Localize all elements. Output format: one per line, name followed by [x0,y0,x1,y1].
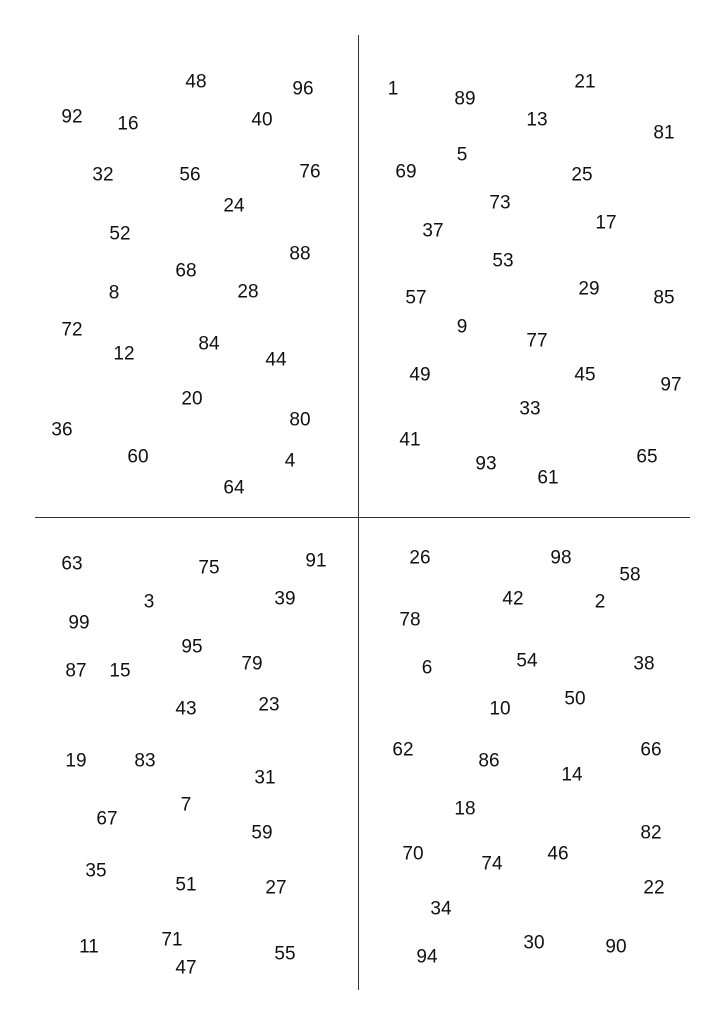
number-label: 72 [61,319,83,341]
number-label: 75 [198,557,220,579]
number-label: 79 [241,653,263,675]
number-label: 74 [481,853,503,875]
number-label: 91 [305,550,327,572]
number-label: 5 [456,144,468,166]
number-label: 99 [68,612,90,634]
number-label: 8 [108,282,120,304]
number-label: 38 [633,653,655,675]
number-label: 36 [51,419,73,441]
number-label: 33 [519,398,541,420]
number-label: 21 [574,71,596,93]
number-label: 61 [537,467,559,489]
number-label: 44 [265,349,287,371]
number-label: 67 [96,808,118,830]
number-label: 52 [109,223,131,245]
number-label: 42 [502,588,524,610]
number-label: 10 [489,698,511,720]
number-label: 92 [61,106,83,128]
number-label: 1 [387,78,399,100]
number-label: 58 [619,564,641,586]
number-label: 94 [416,946,438,968]
number-label: 98 [550,547,572,569]
number-label: 16 [117,113,139,135]
number-label: 22 [643,877,665,899]
number-label: 95 [181,636,203,658]
number-label: 47 [175,957,197,979]
number-label: 7 [180,794,192,816]
number-label: 17 [595,212,617,234]
number-label: 31 [254,767,276,789]
number-label: 37 [422,220,444,242]
number-label: 93 [475,453,497,475]
number-label: 4 [284,450,296,472]
number-label: 85 [653,287,675,309]
number-label: 35 [85,860,107,882]
number-label: 64 [223,477,245,499]
number-label: 29 [578,278,600,300]
number-label: 18 [454,798,476,820]
number-label: 60 [127,446,149,468]
number-label: 57 [405,287,427,309]
number-label: 46 [547,843,569,865]
number-label: 77 [526,330,548,352]
number-label: 69 [395,161,417,183]
number-label: 84 [198,333,220,355]
number-label: 97 [660,374,682,396]
number-label: 3 [143,591,155,613]
number-label: 81 [653,122,675,144]
number-label: 82 [640,822,662,844]
number-label: 71 [161,929,183,951]
number-label: 27 [265,877,287,899]
number-label: 63 [61,553,83,575]
number-label: 14 [561,764,583,786]
number-label: 49 [409,364,431,386]
number-label: 87 [65,660,87,682]
number-label: 51 [175,874,197,896]
number-label: 28 [237,281,259,303]
number-label: 80 [289,409,311,431]
number-label: 34 [430,898,452,920]
number-label: 23 [258,694,280,716]
number-label: 45 [574,364,596,386]
number-label: 12 [113,343,135,365]
number-label: 32 [92,164,114,186]
number-label: 39 [274,588,296,610]
number-label: 25 [571,164,593,186]
number-label: 59 [251,822,273,844]
number-label: 86 [478,750,500,772]
number-label: 15 [109,660,131,682]
number-label: 90 [605,936,627,958]
number-label: 9 [456,316,468,338]
number-label: 62 [392,739,414,761]
number-label: 2 [594,591,606,613]
number-label: 56 [179,164,201,186]
vertical-divider [358,35,359,990]
number-label: 53 [492,250,514,272]
number-label: 19 [65,750,87,772]
number-label: 43 [175,698,197,720]
number-label: 48 [185,71,207,93]
number-label: 55 [274,943,296,965]
number-label: 40 [251,109,273,131]
number-label: 6 [421,657,433,679]
number-label: 89 [454,88,476,110]
number-label: 68 [175,260,197,282]
number-label: 20 [181,388,203,410]
number-label: 54 [516,650,538,672]
number-label: 88 [289,243,311,265]
number-label: 78 [399,609,421,631]
number-label: 76 [299,161,321,183]
horizontal-divider [35,517,690,518]
number-label: 73 [489,192,511,214]
number-label: 70 [402,843,424,865]
number-label: 65 [636,446,658,468]
number-label: 96 [292,78,314,100]
number-label: 41 [399,429,421,451]
number-label: 66 [640,739,662,761]
number-label: 13 [526,109,548,131]
number-label: 30 [523,932,545,954]
number-label: 11 [79,936,99,958]
number-label: 26 [409,547,431,569]
number-label: 50 [564,688,586,710]
number-label: 24 [223,195,245,217]
number-label: 83 [134,750,156,772]
